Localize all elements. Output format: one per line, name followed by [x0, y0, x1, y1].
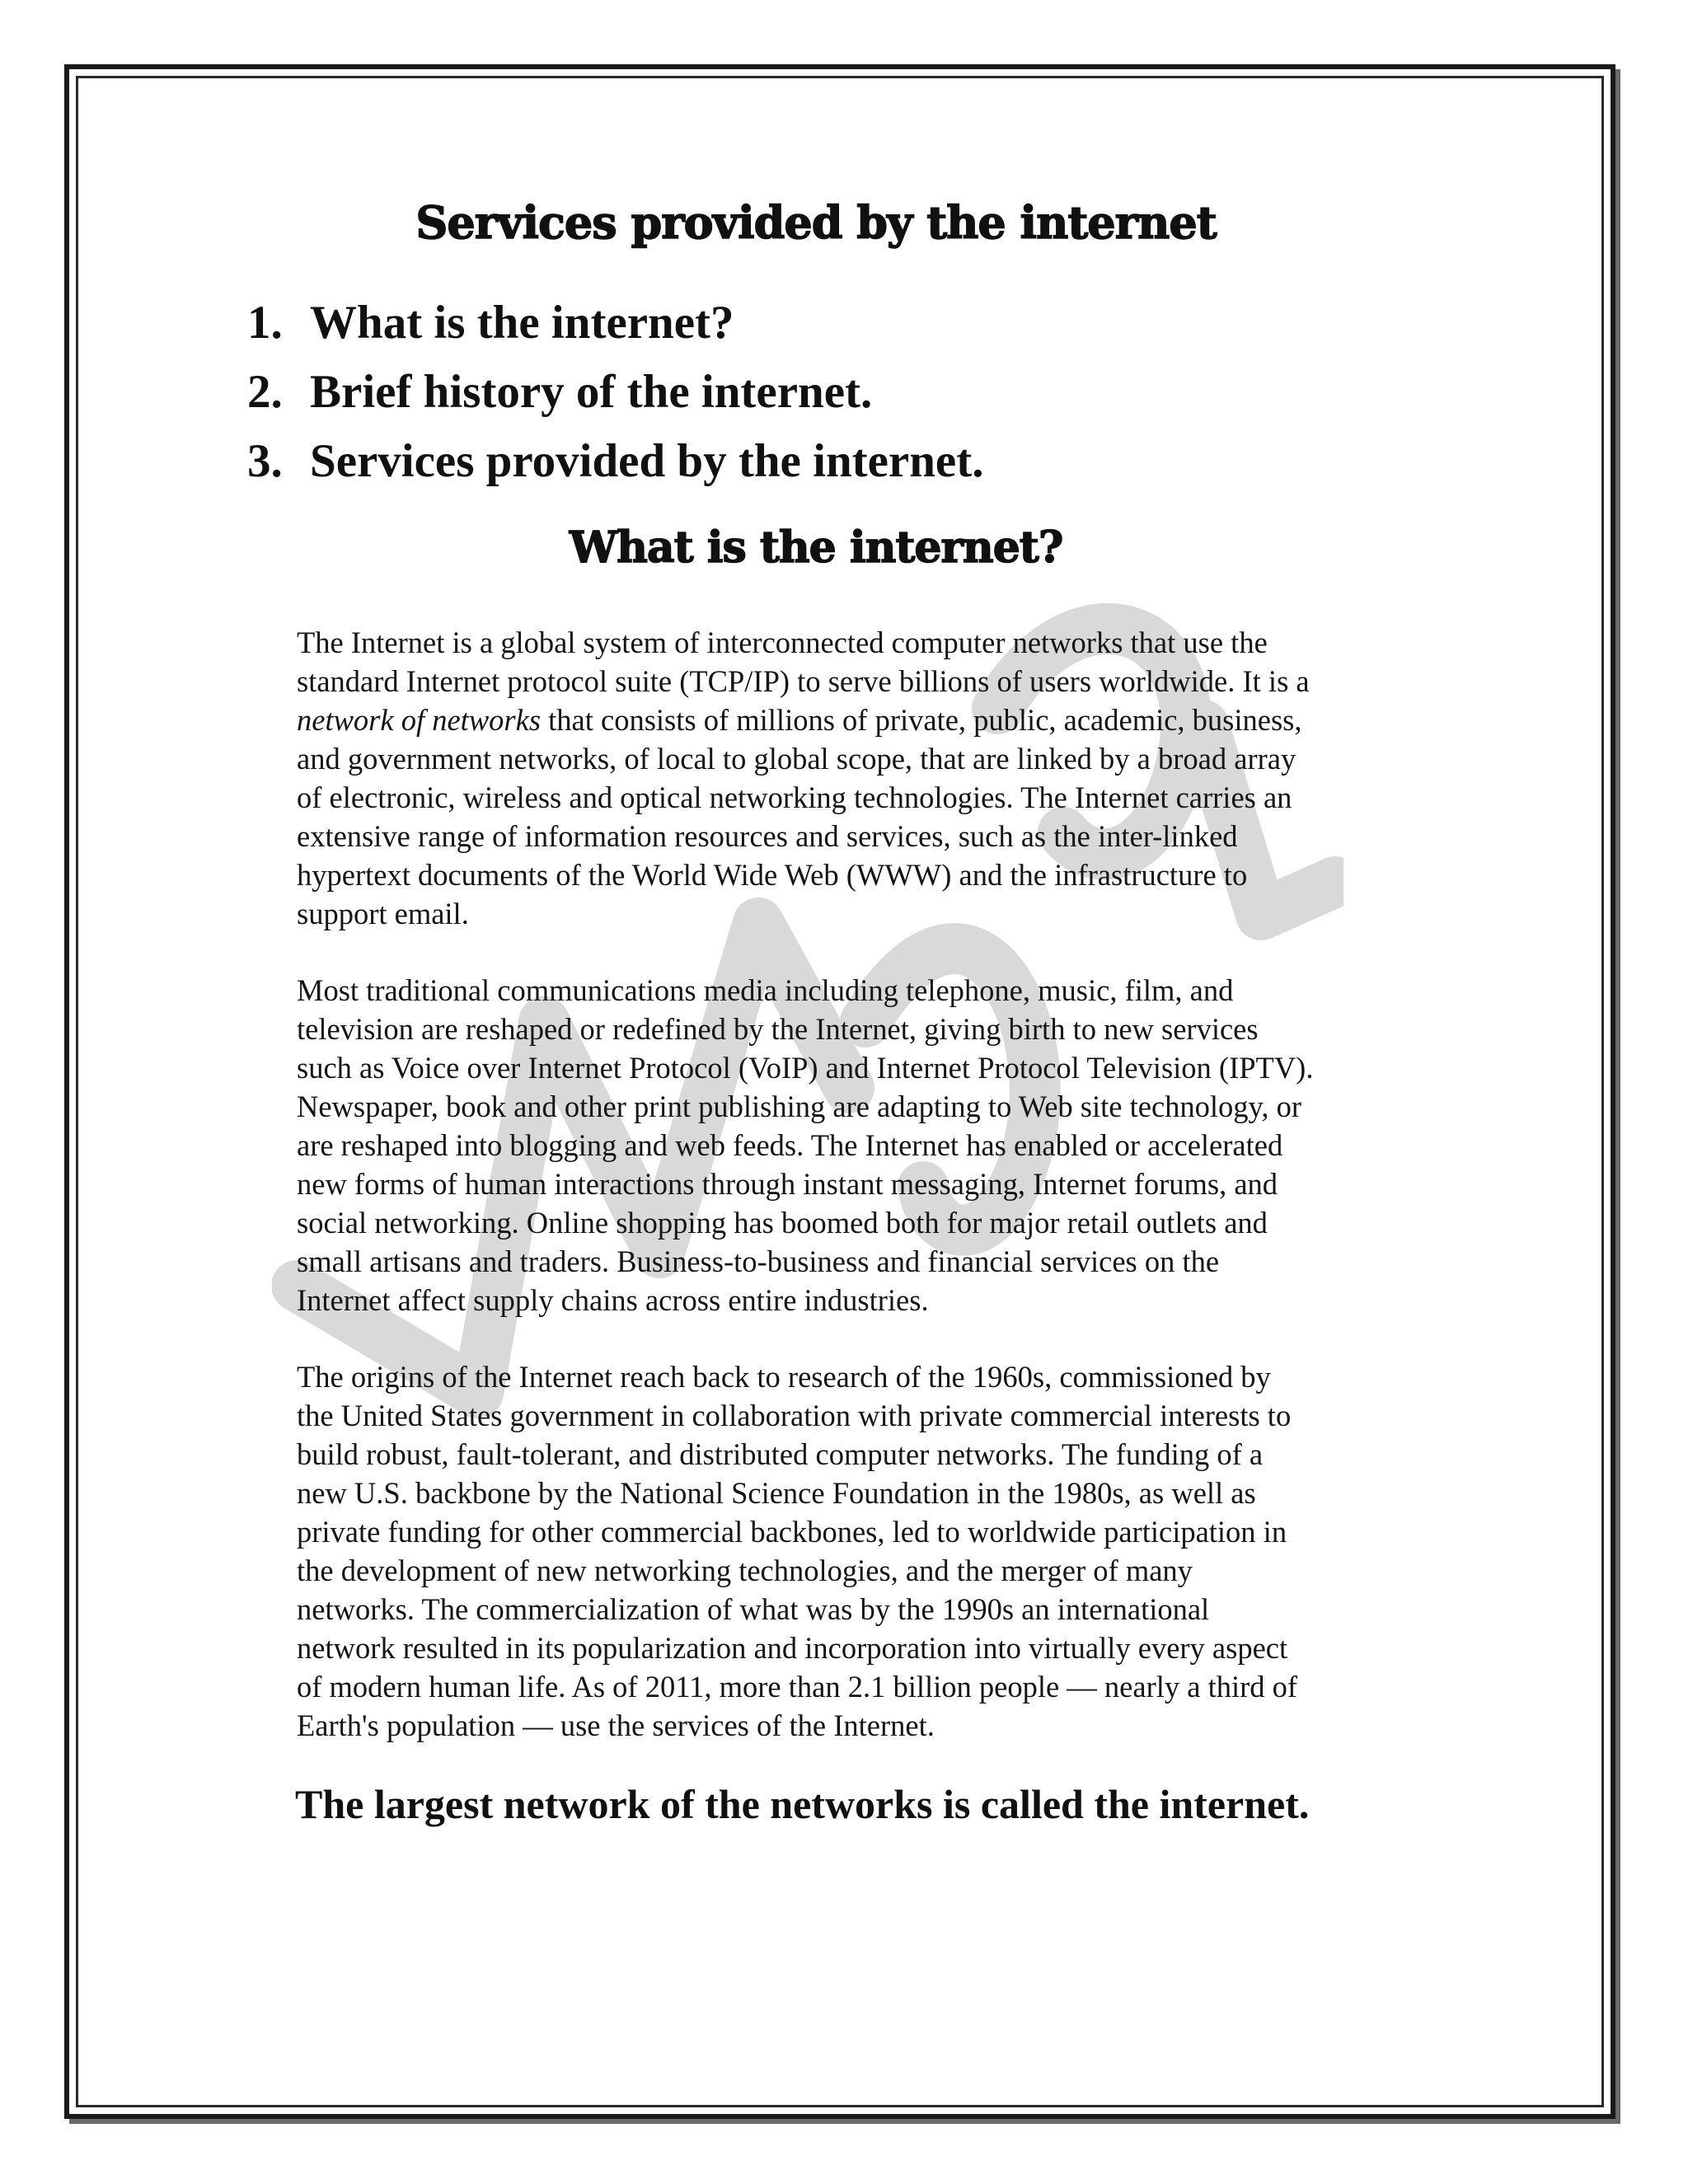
paragraph-line: network resulted in its popularization and incorporation into virtually every aspect	[297, 1631, 1288, 1665]
paragraph-line: extensive range of information resources and services, such as the inter-linked	[297, 819, 1238, 853]
paragraph-line: small artisans and traders. Business-to-business and financial services on the	[297, 1244, 1220, 1278]
paragraph-line: of modern human life. As of 2011, more than 2.1 billion people — nearly a third of	[297, 1670, 1298, 1704]
paragraph-line: Internet affect supply chains across entire industries.	[297, 1283, 929, 1317]
toc-item	[247, 358, 983, 427]
paragraph-line: the United States government in collaboration with private commercial interests to	[297, 1399, 1292, 1432]
paragraph-origins	[297, 1357, 1475, 1745]
toc-number: 2.	[247, 366, 283, 418]
toc-item	[247, 288, 983, 358]
paragraph-line: Most traditional communications media including telephone, music, film, and	[297, 973, 1234, 1007]
italic-phrase: network of networks	[297, 703, 542, 737]
paragraph-line: The Internet is a global system of interconnected computer networks that use the	[297, 626, 1268, 659]
paragraph-line: support email.	[297, 897, 469, 930]
conclusion-statement: The largest network of the networks is called the internet.	[295, 1781, 1310, 1827]
toc-item	[247, 427, 983, 496]
paragraph-line: build robust, fault-tolerant, and distributed computer networks. The funding of a	[297, 1437, 1264, 1471]
page-title: Services provided by the internet	[415, 196, 1217, 249]
paragraph-line: new forms of human interactions through instant messaging, Internet forums, and	[297, 1167, 1278, 1201]
toc-text: What is the internet?	[310, 297, 734, 349]
paragraph-line: Newspaper, book and other print publishing are adapting to Web site technology, or	[297, 1090, 1302, 1123]
paragraph-line-rest: that consists of millions of private, public, academic, business,	[548, 703, 1302, 737]
paragraph-line: Earth's population — use the services of the Internet.	[297, 1708, 935, 1742]
paragraph-line: hypertext documents of the World Wide Web (WWW) and the infrastructure to	[297, 858, 1248, 892]
paragraph-line: of electronic, wireless and optical networking technologies. The Internet carries an	[297, 780, 1292, 814]
toc-text: Brief history of the internet.	[310, 366, 873, 418]
paragraph-line: networks. The commercialization of what was by the 1990s an international	[297, 1592, 1210, 1626]
toc-text: Services provided by the internet.	[310, 435, 984, 487]
paragraph-line: new U.S. backbone by the National Science Foundation in the 1980s, as well as	[297, 1476, 1256, 1510]
toc-number: 1.	[247, 297, 283, 349]
paragraph-definition	[297, 623, 1475, 933]
paragraph-line: such as Voice over Internet Protocol (VoIP) and Internet Protocol Television (IPTV).	[297, 1051, 1314, 1085]
paragraph-line: the development of new networking technologies, and the merger of many	[297, 1554, 1193, 1587]
toc-number: 3.	[247, 435, 283, 487]
paragraph-line: social networking. Online shopping has boomed both for major retail outlets and	[297, 1206, 1268, 1240]
section-heading: What is the internet?	[569, 523, 1063, 573]
paragraph-line: and government networks, of local to global scope, that are linked by a broad array	[297, 742, 1296, 776]
paragraph-media	[297, 971, 1475, 1319]
paragraph-line: The origins of the Internet reach back to research of the 1960s, commissioned by	[297, 1360, 1271, 1394]
paragraph-line: television are reshaped or redefined by the Internet, giving birth to new services	[297, 1012, 1259, 1046]
table-of-contents	[247, 288, 983, 496]
paragraph-line: are reshaped into blogging and web feeds. The Internet has enabled or accelerated	[297, 1128, 1283, 1162]
paragraph-line: standard Internet protocol suite (TCP/IP) to serve billions of users worldwide. It is a	[297, 664, 1310, 698]
paragraph-line	[297, 701, 1475, 739]
paragraph-line: private funding for other commercial backbones, led to worldwide participation in	[297, 1515, 1287, 1549]
